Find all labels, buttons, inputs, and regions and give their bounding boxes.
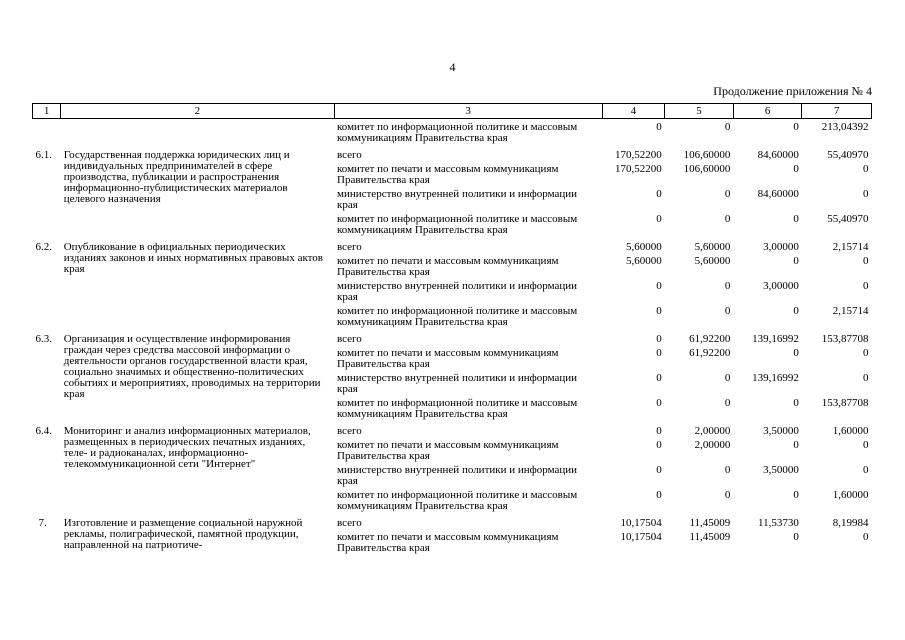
- row-description: Опубликование в официальных периодических изданиях законов и иных нормативных правовых актов края: [63, 241, 324, 275]
- row-organization: всего: [337, 425, 362, 437]
- row-value-col-5: 11,45009: [689, 517, 731, 529]
- row-value-col-7: 1,60000: [832, 425, 869, 437]
- row-value-col-7: 0: [863, 372, 869, 384]
- row-value-col-7: 8,19984: [832, 517, 869, 529]
- row-value-col-7: 213,04392: [821, 121, 869, 133]
- row-value-col-5: 5,60000: [694, 241, 731, 253]
- row-value-col-6: 0: [793, 305, 799, 317]
- row-value-col-7: 0: [863, 280, 869, 292]
- row-organization: комитет по информационной политике и массовым коммуникациям Правительства края: [337, 305, 578, 328]
- table-header: [33, 104, 872, 119]
- row-value-col-5: 61,92200: [689, 333, 731, 345]
- row-value-col-6: 3,00000: [763, 241, 799, 253]
- row-value-col-5: 0: [724, 464, 731, 476]
- row-code: 6.1.: [35, 149, 52, 161]
- row-value-col-4: 0: [656, 121, 662, 133]
- row-description: Государственная поддержка юридических лиц и индивидуальных предпринимателей в сфере производства, публикации и распространения информационно-публицистических материалов целевого назначения: [63, 149, 290, 205]
- row-value-col-4: 0: [656, 305, 662, 317]
- row-value-col-5: 0: [724, 489, 731, 501]
- row-value-col-5: 0: [724, 305, 731, 317]
- row-value-col-6: 0: [793, 255, 799, 267]
- header-col-7: 7: [802, 104, 872, 119]
- row-organization: комитет по печати и массовым коммуникациям Правительства края: [337, 255, 559, 278]
- header-col-5: 5: [665, 104, 734, 119]
- appendix-caption: Продолжение приложения № 4: [713, 84, 872, 98]
- row-value-col-7: 55,40970: [827, 149, 869, 161]
- row-organization: всего: [337, 241, 362, 253]
- row-value-col-6: 3,50000: [763, 425, 799, 437]
- row-value-col-4: 0: [656, 333, 662, 345]
- row-value-col-4: 170,52200: [615, 163, 662, 175]
- header-col-4: 4: [602, 104, 665, 119]
- row-value-col-4: 0: [656, 489, 662, 501]
- row-organization: министерство внутренней политики и информации края: [337, 464, 578, 487]
- row-value-col-7: 0: [863, 347, 869, 359]
- row-value-col-7: 0: [863, 188, 869, 200]
- row-description: Организация и осуществление информирования граждан через средства массовой информации о деятельности органов государственной власти края, социально значимых и общественно-политических событиях и мероприятиях, проводимых на территории края: [63, 333, 321, 400]
- row-value-col-7: 0: [863, 163, 869, 175]
- row-organization: всего: [337, 149, 362, 161]
- row-value-col-4: 10,17504: [620, 531, 662, 543]
- row-value-col-4: 5,60000: [626, 255, 662, 267]
- header-col-6: 6: [733, 104, 802, 119]
- row-code: 6.4.: [35, 425, 52, 437]
- row-value-col-4: 170,52200: [615, 149, 662, 161]
- row-organization: министерство внутренней политики и информации края: [337, 188, 578, 211]
- row-value-col-4: 0: [656, 464, 662, 476]
- row-value-col-6: 0: [793, 531, 799, 543]
- table-row: [33, 147, 872, 164]
- budget-table: [32, 103, 872, 557]
- row-value-col-6: 0: [793, 397, 799, 409]
- row-value-col-5: 0: [724, 188, 731, 200]
- row-value-col-6: 84,60000: [757, 149, 799, 161]
- table-body: [33, 119, 872, 558]
- row-value-col-5: 0: [724, 121, 731, 133]
- row-value-col-4: 0: [656, 347, 662, 359]
- row-organization: комитет по информационной политике и массовым коммуникациям Правительства края: [337, 489, 578, 512]
- table-row: [33, 119, 872, 148]
- row-value-col-4: 0: [656, 372, 662, 384]
- row-value-col-4: 0: [656, 213, 662, 225]
- row-value-col-4: 0: [656, 280, 662, 292]
- row-value-col-7: 55,40970: [827, 213, 869, 225]
- row-value-col-7: 0: [863, 531, 869, 543]
- row-value-col-6: 3,50000: [763, 464, 799, 476]
- row-value-col-6: 139,16992: [752, 372, 799, 384]
- row-value-col-4: 0: [656, 439, 662, 451]
- row-value-col-6: 0: [793, 163, 799, 175]
- row-value-col-6: 0: [793, 347, 799, 359]
- row-organization: министерство внутренней политики и информации края: [337, 280, 578, 303]
- row-value-col-5: 11,45009: [689, 531, 731, 543]
- row-value-col-7: 153,87708: [821, 333, 869, 345]
- row-description: Мониторинг и анализ информационных материалов, размещенных в периодических печатных изданиях, теле- и радиоканалах, информационно-телекоммуникационной сети "Интернет": [63, 425, 311, 470]
- row-value-col-7: 0: [863, 464, 869, 476]
- row-value-col-6: 0: [793, 213, 799, 225]
- row-code: [33, 119, 61, 148]
- row-value-col-4: 0: [656, 188, 662, 200]
- row-value-col-7: 2,15714: [832, 305, 869, 317]
- row-description: Изготовление и размещение социальной наружной рекламы, полиграфической, памятной продукции, направленной на патриотиче-: [63, 517, 303, 551]
- row-value-col-5: 2,00000: [694, 439, 731, 451]
- row-value-col-6: 11,53730: [758, 517, 799, 529]
- row-organization: всего: [337, 333, 362, 345]
- row-value-col-4: 5,60000: [626, 241, 662, 253]
- row-value-col-5: 0: [724, 213, 731, 225]
- header-col-2: 2: [61, 104, 334, 119]
- row-organization: министерство внутренней политики и информации края: [337, 372, 578, 395]
- row-code: 6.3.: [35, 333, 52, 345]
- row-value-col-7: 153,87708: [821, 397, 869, 409]
- row-value-col-5: 106,60000: [683, 149, 731, 161]
- table-row: [33, 423, 872, 440]
- row-value-col-5: 5,60000: [694, 255, 731, 267]
- row-organization: комитет по печати и массовым коммуникациям Правительства края: [337, 347, 559, 370]
- row-organization: комитет по информационной политике и массовым коммуникациям Правительства края: [337, 397, 578, 420]
- header-col-1: 1: [33, 104, 61, 119]
- row-value-col-4: 10,17504: [620, 517, 662, 529]
- row-organization: всего: [337, 517, 362, 529]
- page-number: 4: [449, 60, 456, 74]
- row-value-col-4: 0: [656, 425, 662, 437]
- row-value-col-4: 0: [656, 397, 662, 409]
- row-code: 7.: [38, 517, 47, 529]
- row-organization: комитет по печати и массовым коммуникациям Правительства края: [337, 163, 559, 186]
- table-row: [33, 515, 872, 532]
- row-organization: комитет по печати и массовым коммуникациям Правительства края: [337, 439, 559, 462]
- row-value-col-5: 61,92200: [689, 347, 731, 359]
- row-value-col-7: 1,60000: [832, 489, 869, 501]
- row-organization: комитет по информационной политике и массовым коммуникациям Правительства края: [337, 213, 578, 236]
- row-organization: комитет по печати и массовым коммуникациям Правительства края: [337, 531, 559, 554]
- row-value-col-5: 106,60000: [683, 163, 731, 175]
- row-value-col-6: 84,60000: [757, 188, 799, 200]
- row-code: 6.2.: [35, 241, 52, 253]
- row-value-col-6: 0: [793, 121, 799, 133]
- row-value-col-5: 0: [724, 280, 731, 292]
- header-col-3: 3: [334, 104, 602, 119]
- row-value-col-7: 0: [863, 255, 869, 267]
- row-value-col-7: 0: [863, 439, 869, 451]
- row-organization: комитет по информационной политике и массовым коммуникациям Правительства края: [337, 121, 578, 144]
- row-value-col-6: 0: [793, 439, 799, 451]
- row-value-col-6: 139,16992: [752, 333, 799, 345]
- row-value-col-6: 0: [793, 489, 799, 501]
- row-value-col-7: 2,15714: [832, 241, 869, 253]
- row-description: [61, 119, 334, 148]
- row-value-col-5: 2,00000: [694, 425, 731, 437]
- table-row: [33, 239, 872, 256]
- row-value-col-6: 3,00000: [763, 280, 799, 292]
- row-value-col-5: 0: [724, 372, 731, 384]
- table-row: [33, 331, 872, 348]
- row-value-col-5: 0: [724, 397, 731, 409]
